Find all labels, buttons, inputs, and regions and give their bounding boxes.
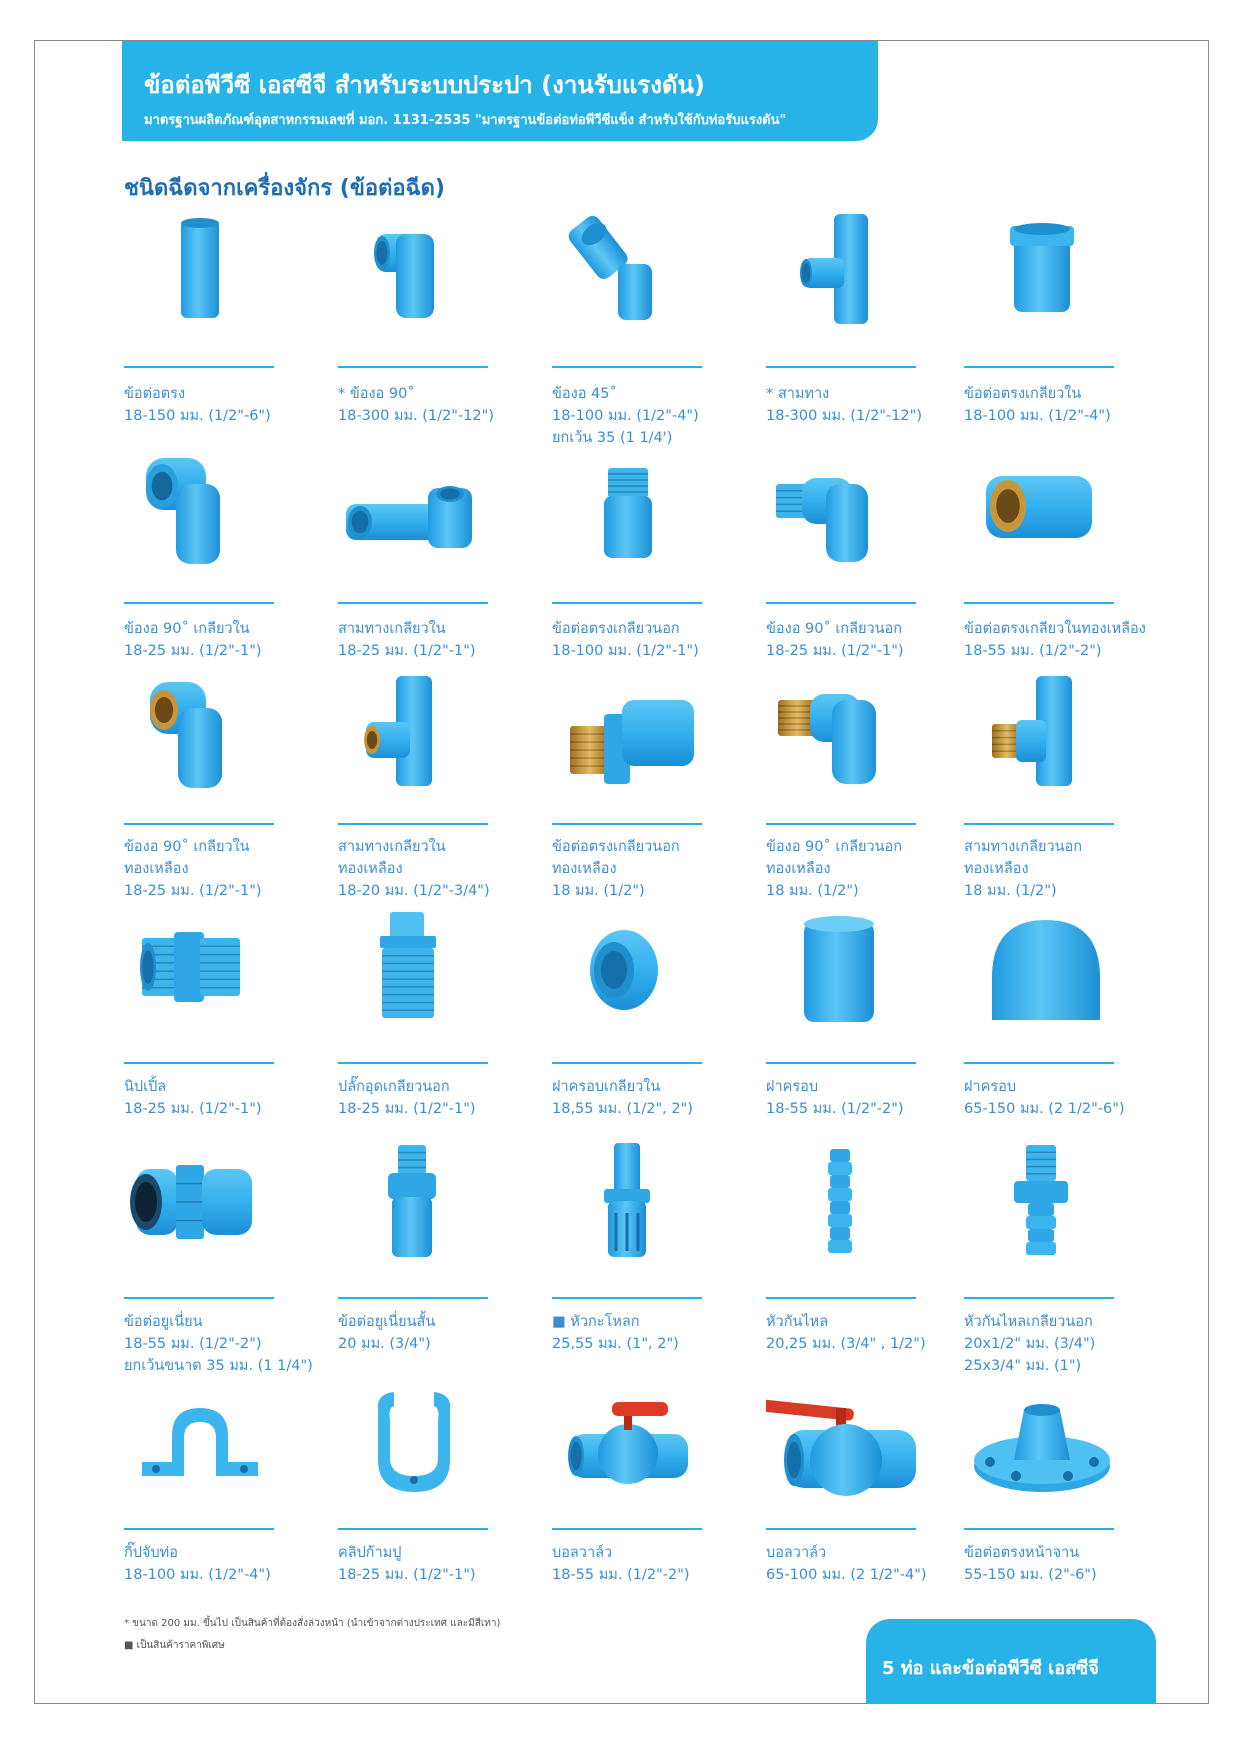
product-divider: [124, 1062, 274, 1064]
brass-elbow-female-icon: [124, 674, 274, 794]
product-divider: [124, 1297, 274, 1299]
product-divider: [338, 602, 488, 604]
elbow-male-thread-icon: [766, 448, 916, 568]
product-caption: [964, 836, 1174, 902]
product-size: 18-300 มม. (1/2"-12"): [766, 408, 922, 424]
footer-label: 5 ท่อ และข้อต่อพีวีซี เอสซีจี: [882, 1658, 1099, 1679]
union-icon: [124, 1143, 274, 1263]
product-name: ข้อต่อตรงเกลียวในทองเหลือง: [964, 621, 1146, 637]
product-name: ข้องอ 90˚ เกลียวใน: [124, 839, 250, 855]
brass-tee-male-icon: [964, 674, 1114, 794]
section-title: ชนิดฉีดจากเครื่องจักร (ข้อต่อฉีด): [124, 176, 445, 201]
product-size: 18-25 มม. (1/2"-1"): [338, 1567, 476, 1583]
product-caption: [552, 618, 762, 662]
product-caption: [552, 1076, 762, 1120]
product-name: ปลั๊กอุดเกลียวนอก: [338, 1079, 450, 1095]
product-caption: [964, 1076, 1174, 1120]
flange-icon: [964, 1380, 1114, 1500]
product-caption: [766, 1542, 976, 1586]
product-size: ทองเหลือง: [338, 861, 403, 877]
product-name: ข้องอ 45˚: [552, 386, 617, 402]
product-name: นิปเปิ้ล: [124, 1079, 167, 1095]
product-caption: [766, 1076, 976, 1120]
product-divider: [964, 1297, 1114, 1299]
product-name: ฝาครอบ: [766, 1079, 819, 1095]
ball-valve-icon: [552, 1380, 702, 1500]
elbow-45-icon: [552, 212, 702, 332]
product-divider: [766, 602, 916, 604]
product-divider: [338, 1528, 488, 1530]
plug-icon: [338, 908, 488, 1028]
product-size: ยกเว้น 35 (1 1/4'): [552, 430, 673, 446]
product-size: 18-55 มม. (1/2"-2"): [552, 1567, 690, 1583]
product-size: 18,55 มม. (1/2", 2"): [552, 1101, 693, 1117]
product-divider: [552, 1062, 702, 1064]
product-name: * สามทาง: [766, 386, 830, 402]
product-name: ข้อต่อตรงหน้าจาน: [964, 1545, 1080, 1561]
product-size: 18 มม. (1/2"): [766, 883, 859, 899]
product-name: ข้อต่อตรง: [124, 386, 186, 402]
product-divider: [124, 366, 274, 368]
product-caption: [124, 383, 334, 427]
short-union-icon: [338, 1143, 488, 1263]
pipe-strap-icon: [124, 1380, 274, 1500]
product-caption: [338, 618, 548, 662]
product-name: คลิปก้ามปู: [338, 1545, 402, 1561]
product-size: ยกเว้นขนาด 35 มม. (1 1/4"): [124, 1358, 313, 1374]
product-caption: [552, 1542, 762, 1586]
female-adapter-icon: [964, 212, 1114, 332]
elbow-90-icon: [338, 212, 488, 332]
product-caption: [964, 1542, 1174, 1586]
product-caption: [766, 1311, 976, 1355]
product-divider: [766, 1297, 916, 1299]
product-size: 18-25 มม. (1/2"-1"): [338, 643, 476, 659]
product-name: ข้องอ 90˚ เกลียวนอก: [766, 621, 902, 637]
brass-elbow-male-icon: [766, 674, 916, 794]
footnote-special: ■ เป็นสินค้าราคาพิเศษ: [124, 1640, 225, 1651]
product-name: ข้อต่อยูเนี่ยน: [124, 1314, 203, 1330]
product-divider: [552, 823, 702, 825]
product-size: 18 มม. (1/2"): [552, 883, 645, 899]
dome-cap-icon: [964, 908, 1114, 1028]
tee-icon: [766, 212, 916, 332]
product-divider: [124, 602, 274, 604]
product-divider: [124, 1528, 274, 1530]
product-size: 20 มม. (3/4"): [338, 1336, 431, 1352]
straight-coupling-icon: [124, 212, 274, 332]
foot-valve-icon: [552, 1143, 702, 1263]
hose-barb-icon: [766, 1143, 916, 1263]
product-divider: [766, 823, 916, 825]
product-caption: [552, 383, 762, 449]
product-divider: [964, 366, 1114, 368]
ball-valve-large-icon: [766, 1380, 916, 1500]
tee-female-thread-icon: [338, 448, 488, 568]
product-name: ข้อต่อตรงเกลียวนอก: [552, 621, 680, 637]
product-size: 18-55 มม. (1/2"-2"): [766, 1101, 904, 1117]
product-divider: [766, 1528, 916, 1530]
product-divider: [552, 1297, 702, 1299]
product-divider: [338, 823, 488, 825]
product-size: 18-150 มม. (1/2"-6"): [124, 408, 271, 424]
product-size: 55-150 มม. (2"-6"): [964, 1567, 1097, 1583]
nipple-icon: [124, 908, 274, 1028]
product-size: 18-55 มม. (1/2"-2"): [964, 643, 1102, 659]
product-size: 18-20 มม. (1/2"-3/4"): [338, 883, 490, 899]
product-name: * ข้องอ 90˚: [338, 386, 415, 402]
product-name: บอลวาล์ว: [552, 1545, 613, 1561]
product-size: 18-55 มม. (1/2"-2"): [124, 1336, 262, 1352]
product-divider: [964, 1062, 1114, 1064]
page-footer: [866, 1619, 1156, 1704]
product-name: ข้อต่อตรงเกลียวใน: [964, 386, 1082, 402]
product-divider: [124, 823, 274, 825]
product-size: 18 มม. (1/2"): [964, 883, 1057, 899]
product-name: ฝาครอบเกลียวใน: [552, 1079, 661, 1095]
product-size: 18-25 มม. (1/2"-1"): [766, 643, 904, 659]
product-divider: [552, 366, 702, 368]
cap-icon: [766, 908, 916, 1028]
product-size: ทองเหลือง: [964, 861, 1029, 877]
male-adapter-icon: [552, 448, 702, 568]
elbow-female-thread-icon: [124, 448, 274, 568]
product-size: ทองเหลือง: [552, 861, 617, 877]
product-divider: [338, 1062, 488, 1064]
product-caption: [964, 618, 1174, 662]
product-caption: [552, 1311, 762, 1355]
product-caption: [124, 1542, 334, 1586]
product-name: สามทางเกลียวใน: [338, 621, 446, 637]
product-divider: [766, 366, 916, 368]
product-divider: [338, 1297, 488, 1299]
product-caption: [964, 1311, 1174, 1377]
product-caption: [124, 1311, 334, 1377]
brass-female-adapter-icon: [964, 448, 1114, 568]
footnote-order: * ขนาด 200 มม. ขึ้นไป เป็นสินค้าที่ต้องสั่งล่วงหน้า (นำเข้าจากต่างประเทศ และมีสีเทา): [124, 1618, 501, 1629]
product-size: 18-100 มม. (1/2"-4"): [964, 408, 1111, 424]
product-name: หัวกันไหลเกลียวนอก: [964, 1314, 1093, 1330]
product-name: ข้อต่อยูเนี่ยนสั้น: [338, 1314, 436, 1330]
brass-tee-female-icon: [338, 674, 488, 794]
product-divider: [964, 1528, 1114, 1530]
product-size: 18-25 มม. (1/2"-1"): [338, 1101, 476, 1117]
product-name: ข้องอ 90˚ เกลียวนอก: [766, 839, 902, 855]
product-size: 25,55 มม. (1", 2"): [552, 1336, 679, 1352]
product-divider: [338, 366, 488, 368]
product-caption: [338, 1076, 548, 1120]
product-size: 18-100 มม. (1/2"-1"): [552, 643, 699, 659]
product-name: ■ หัวกะโหลก: [552, 1314, 640, 1330]
product-caption: [338, 1311, 548, 1355]
product-size: 65-100 มม. (2 1/2"-4"): [766, 1567, 927, 1583]
product-size: ทองเหลือง: [766, 861, 831, 877]
product-divider: [964, 823, 1114, 825]
product-caption: [124, 618, 334, 662]
product-size: 18-25 มม. (1/2"-1"): [124, 1101, 262, 1117]
product-size: 18-100 มม. (1/2"-4"): [124, 1567, 271, 1583]
product-name: หัวกันไหล: [766, 1314, 829, 1330]
hose-barb-male-icon: [964, 1143, 1114, 1263]
product-name: สามทางเกลียวนอก: [964, 839, 1082, 855]
product-name: บอลวาล์ว: [766, 1545, 827, 1561]
product-name: ข้องอ 90˚ เกลียวใน: [124, 621, 250, 637]
product-caption: [766, 836, 976, 902]
product-size: 20,25 มม. (3/4" , 1/2"): [766, 1336, 926, 1352]
product-caption: [766, 383, 976, 427]
product-caption: [124, 836, 334, 902]
product-size: 20x1/2" มม. (3/4"): [964, 1336, 1096, 1352]
product-caption: [338, 383, 548, 427]
product-caption: [766, 618, 976, 662]
product-caption: [964, 383, 1174, 427]
page-title: ข้อต่อพีวีซี เอสซีจี สำหรับระบบประปา (งานรับแรงดัน): [144, 71, 705, 99]
product-divider: [552, 602, 702, 604]
product-size: 18-25 มม. (1/2"-1"): [124, 883, 262, 899]
product-divider: [964, 602, 1114, 604]
product-size: 65-150 มม. (2 1/2"-6"): [964, 1101, 1125, 1117]
product-name: ฝาครอบ: [964, 1079, 1017, 1095]
product-size: 25x3/4" มม. (1"): [964, 1358, 1082, 1374]
page-header: [122, 41, 878, 141]
brass-male-adapter-icon: [552, 674, 702, 794]
product-caption: [338, 836, 548, 902]
product-divider: [766, 1062, 916, 1064]
product-size: 18-25 มม. (1/2"-1"): [124, 643, 262, 659]
product-caption: [338, 1542, 548, 1586]
page-subtitle: มาตรฐานผลิตภัณฑ์อุตสาหกรรมเลขที่ มอก. 1131-2535 "มาตรฐานข้อต่อท่อพีวีซีแข็ง สำหรับใช้กับท่อรับแรงดัน": [144, 113, 787, 128]
product-caption: [552, 836, 762, 902]
product-size: 18-100 มม. (1/2"-4"): [552, 408, 699, 424]
product-size: 18-300 มม. (1/2"-12"): [338, 408, 494, 424]
product-caption: [124, 1076, 334, 1120]
product-name: สามทางเกลียวใน: [338, 839, 446, 855]
product-name: กิ๊ปจับท่อ: [124, 1545, 178, 1561]
product-size: ทองเหลือง: [124, 861, 189, 877]
product-divider: [552, 1528, 702, 1530]
threaded-cap-icon: [552, 908, 702, 1028]
pipe-clip-icon: [338, 1380, 488, 1500]
product-name: ข้อต่อตรงเกลียวนอก: [552, 839, 680, 855]
